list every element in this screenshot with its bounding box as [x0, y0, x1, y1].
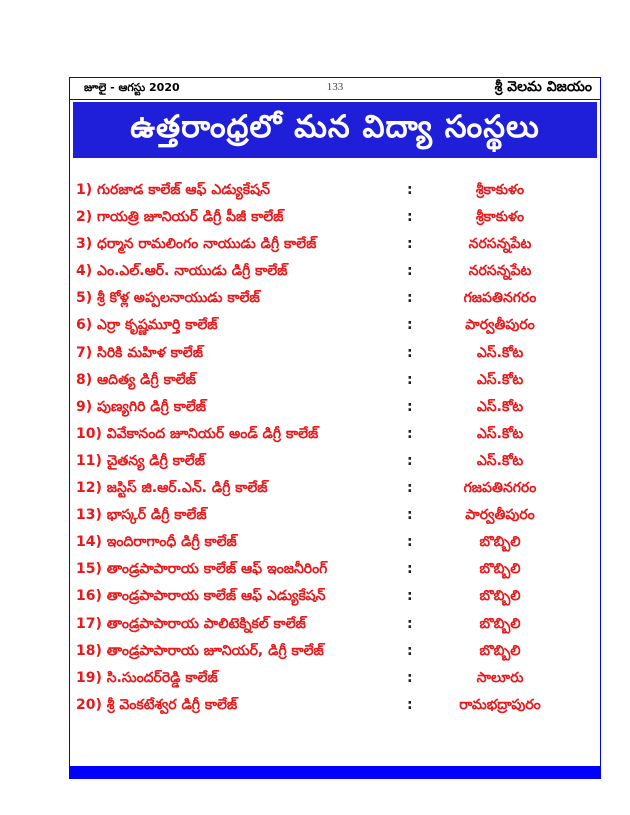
separator: : [407, 371, 413, 388]
page-number: 133 [326, 81, 344, 93]
college-place: శ్రీకాకుళం [475, 209, 525, 226]
college-place: సాలూరు [476, 669, 524, 686]
college-place: రామభద్రాపురం [459, 696, 541, 713]
college-name: 17) తాండ్రపాపారాయ పాలిటెక్నికల్ కాలేజ్ [76, 615, 306, 632]
college-row [76, 693, 594, 720]
college-row [76, 666, 594, 693]
college-name: 6) ఎర్రా కృష్ణమూర్తి కాలేజ్ [76, 317, 218, 334]
college-row [76, 530, 594, 557]
college-row [76, 232, 594, 259]
separator: : [407, 263, 413, 280]
separator: : [407, 561, 413, 578]
separator: : [407, 398, 413, 415]
college-place: బొబ్బిలి [479, 534, 521, 551]
separator: : [407, 480, 413, 497]
magazine-page [69, 77, 601, 779]
college-row [76, 476, 594, 503]
college-row [76, 422, 594, 449]
college-place: ఎస్.కోట [476, 452, 524, 469]
college-name: 14) ఇందిరాగాంధీ డిగ్రీ కాలేజ్ [76, 534, 237, 551]
college-name: 12) జస్టిస్ జి.ఆర్.ఎన్. డిగ్రీ కాలేజ్ [76, 480, 268, 497]
college-place: పార్వతీపురం [465, 507, 535, 524]
college-place: నరసన్నపేట [468, 263, 532, 280]
college-row [76, 205, 594, 232]
college-name: 19) సి.సుందర్‌రెడ్డి కాలేజ్ [76, 669, 218, 686]
separator: : [407, 615, 413, 632]
separator: : [407, 182, 413, 198]
separator: : [407, 507, 413, 524]
college-name: 18) తాండ్రపాపారాయ జూనియర్, డిగ్రీ కాలేజ్ [76, 642, 324, 659]
college-name: 10) వివేకానంద జూనియర్ అండ్ డిగ్రీ కాలేజ్ [76, 425, 319, 442]
college-place: బొబ్బిలి [479, 588, 521, 605]
college-place: బొబ్బిలి [479, 615, 521, 632]
college-name: 2) గాయత్రి జూనియర్ డిగ్రీ పీజీ కాలేజ్ [76, 209, 284, 226]
college-place: ఎస్.కోట [476, 344, 524, 361]
college-row [76, 341, 594, 368]
separator: : [407, 209, 413, 226]
magazine-name: శ్రీ వెలమ విజయం [494, 79, 592, 95]
college-row [76, 639, 594, 666]
page-title: ఉత్తరాంధ్రలో మన విద్యా సంస్థలు [130, 108, 540, 145]
college-row [76, 368, 594, 395]
college-name: 9) పుణ్యగిరి డిగ్రీ కాలేజ్ [76, 398, 206, 415]
college-place: గజపతినగరం [463, 290, 537, 307]
issue-date: జూలై - ఆగస్టు 2020 [84, 81, 180, 94]
college-name: 16) తాండ్రపాపారాయ కాలేజ్ ఆఫ్ ఎడ్యుకేషన్ [76, 588, 326, 605]
separator: : [407, 236, 413, 253]
college-place: ఎస్.కోట [476, 398, 524, 415]
separator: : [407, 642, 413, 659]
college-name: 3) ధర్మాన రామలింగం నాయుడు డిగ్రీ కాలేజ్ [76, 236, 317, 253]
bottom-bar [70, 766, 600, 778]
college-place: శ్రీకాకుళం [475, 182, 525, 198]
college-row [76, 449, 594, 476]
college-row [76, 612, 594, 639]
college-list [76, 178, 594, 720]
college-place: నరసన్నపేట [468, 236, 532, 253]
college-place: బొబ్బిలి [479, 561, 521, 578]
college-row [76, 395, 594, 422]
college-name: 1) గురజాడ కాలేజ్ ఆఫ్ ఎడ్యుకేషన్ [76, 182, 270, 198]
college-name: 5) శ్రీ కోళ్ల అప్పలనాయుడు కాలేజ్ [76, 290, 260, 307]
college-row [76, 286, 594, 313]
college-place: పార్వతీపురం [465, 317, 535, 334]
separator: : [407, 317, 413, 334]
college-row [76, 313, 594, 340]
college-row [76, 584, 594, 611]
separator: : [407, 452, 413, 469]
separator: : [407, 669, 413, 686]
college-place: ఎస్.కోట [476, 425, 524, 442]
college-place: గజపతినగరం [463, 480, 537, 497]
separator: : [407, 290, 413, 307]
title-banner [73, 102, 597, 158]
college-name: 8) ఆదిత్య డిగ్రీ కాలేజ్ [76, 371, 196, 388]
college-name: 11) చైతన్య డిగ్రీ కాలేజ్ [76, 452, 205, 469]
college-row [76, 178, 594, 205]
college-place: బొబ్బిలి [479, 642, 521, 659]
college-name: 13) భాస్కర్ డిగ్రీ కాలేజ్ [76, 507, 207, 524]
college-row [76, 557, 594, 584]
separator: : [407, 344, 413, 361]
college-place: ఎస్.కోట [476, 371, 524, 388]
separator: : [407, 696, 413, 713]
college-row [76, 503, 594, 530]
separator: : [407, 588, 413, 605]
college-name: 7) సిరికి మహిళ కాలేజ్ [76, 344, 203, 361]
college-row [76, 259, 594, 286]
college-name: 15) తాండ్రపాపారాయ కాలేజ్ ఆఫ్ ఇంజనీరింగ్ [76, 561, 328, 578]
separator: : [407, 534, 413, 551]
college-name: 4) ఎం.ఎల్.ఆర్. నాయుడు డిగ్రీ కాలేజ్ [76, 263, 288, 280]
separator: : [407, 425, 413, 442]
page-header [70, 78, 600, 100]
college-name: 20) శ్రీ వెంకటేశ్వర డిగ్రీ కాలేజ్ [76, 696, 238, 713]
